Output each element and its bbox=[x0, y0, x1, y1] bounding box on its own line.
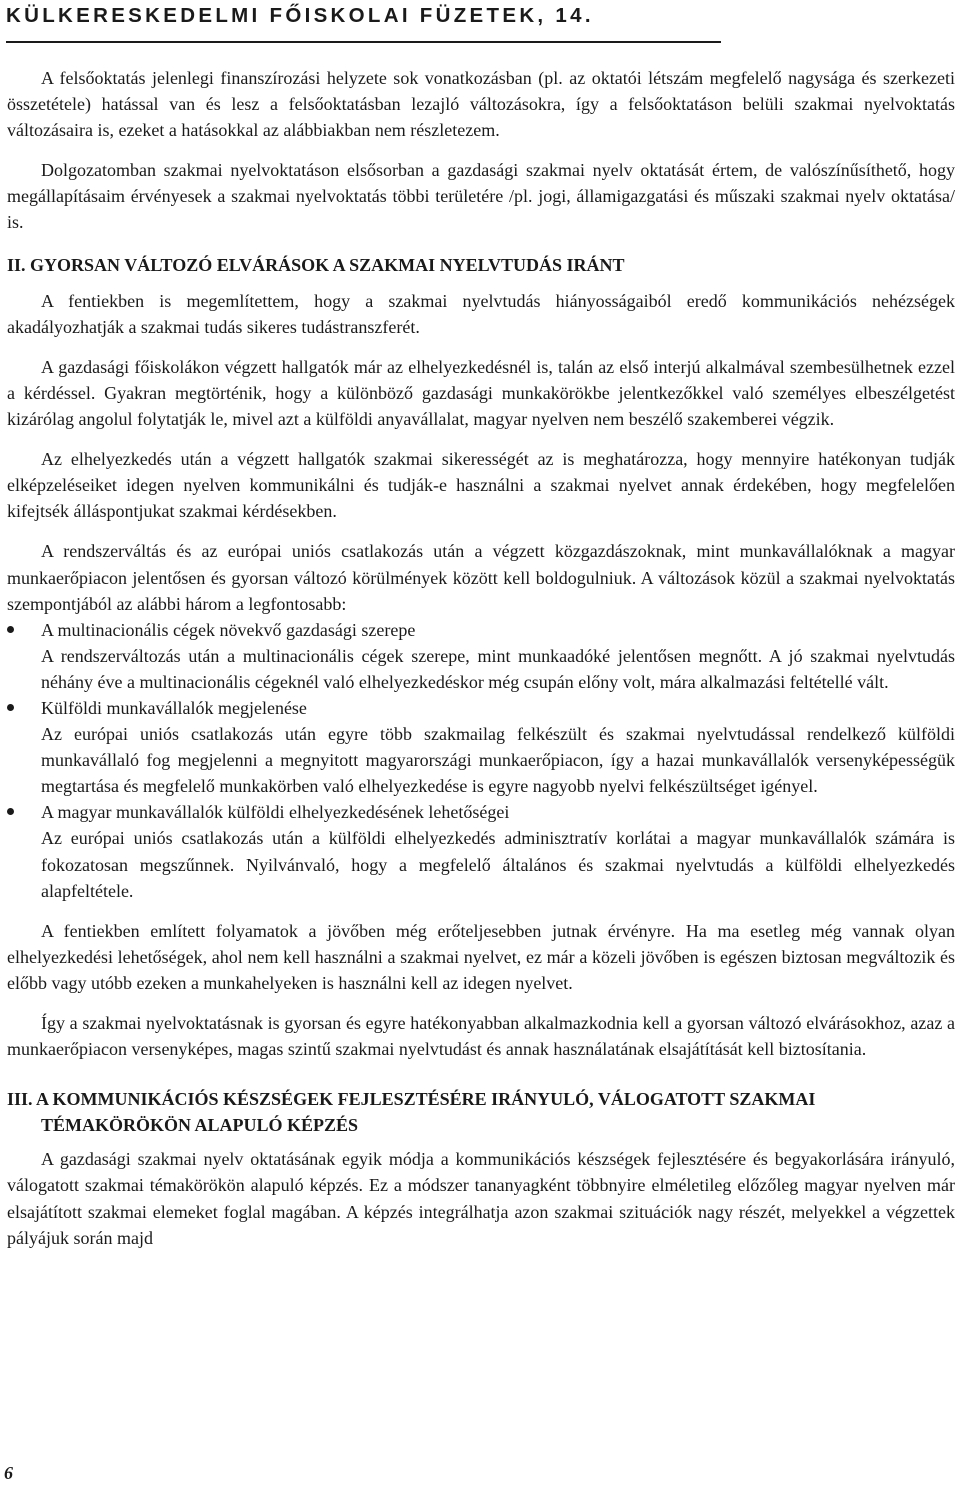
section-3-paragraph-1: A gazdasági szakmai nyelv oktatásának egyik módja a kommunikációs készségek fejlesztésére és begyakorlására irányuló, válogatott szakmai témakörökön alapuló képzés. Ez a módszer tananyagként többnyire elméletileg előzőleg magyar nyelven már elsajátított szakmai elemeket foglal magában. A képzés integrálhatja azon szakmai szituációk nagy részét, melyekkel a végzettek pályájuk során majd bbox=[7, 1149, 955, 1248]
section-2-paragraph-1: A fentiekben is megemlítettem, hogy a szakmai nyelvtudás hiányosságaiból eredő kommunikációs nehézségek akadályozhatják a szakmai tudás sikeres tudástranszferét. bbox=[7, 290, 955, 337]
running-head: KÜLKERESKEDELMI FŐISKOLAI FÜZETEK, 14. bbox=[6, 4, 594, 27]
bullet-item bbox=[7, 617, 955, 695]
bullet-title: A multinacionális cégek növekvő gazdasági szerepe bbox=[41, 619, 416, 640]
section-2-paragraph-2: A gazdasági főiskolákon végzett hallgatók már az elhelyezkedésnél is, talán az első interjú alkalmával szembesülhetnek ezzel a kérdéssel. Gyakran megtörténik, hogy a különböző gazdasági munkakörökbe jelentkezőkkel való személyes elbeszélgetést kizárólag angolul folytatják le, mivel azt a külföldi anyavállalat, magyar nyelven nem beszélő szakemberei végzik. bbox=[7, 356, 955, 430]
section-2-heading: II. GYORSAN VÁLTOZÓ ELVÁRÁSOK A SZAKMAI NYELVTUDÁS IRÁNT bbox=[7, 254, 625, 275]
section-2-paragraph-3: Az elhelyezkedés után a végzett hallgatók szakmai sikerességét az is meghatározza, hogy mennyire hatékonyan tudják elképzeléseiket idegen nyelven kommunikálni és tudják-e használni a szakmai nyelvet annak érdekében, hogy megfelelően kifejtsék álláspontjukat szakmai kérdésekben. bbox=[7, 449, 955, 522]
section-2-paragraph-5: A fentiekben említett folyamatok a jövőben még erőteljesebben jutnak érvényre. Ha ma esetleg még vannak olyan elhelyezkedési lehetőségek, ahol nem kell használni a szakmai nyelvet, ez már a közeli jövőben is egészen biztosan megváltozik és előbb vagy utóbb ezeken a munkahelyeken is használni kell az idegen nyelvet. bbox=[7, 920, 955, 993]
bullet-text: Az európai uniós csatlakozás után a külföldi elhelyezkedés adminisztratív korlátai a magyar munkavállalók számára is fokozatosan megszűnnek. Nyilvánvaló, hogy a megfelelő általános és szakmai nyelvtudás a külföldi elhelyezkedés alapfeltétele. bbox=[41, 828, 955, 901]
bullet-dot-icon bbox=[7, 626, 14, 633]
bullet-text: Az európai uniós csatlakozás után egyre több szakmailag felkészült és szakmai nyelvtudással rendelkező külföldi munkavállaló fog megjelenni a megnyitott magyarországi munkaerőpiacon, így a hazai munkavállalók versenyképességük megtartása és megfelelő munkakörben való elhelyezkedése is egyre nagyobb nyelvi felkészültséget igényel. bbox=[41, 724, 955, 797]
header-rule bbox=[6, 41, 721, 43]
bullet-list bbox=[7, 617, 955, 904]
section-2-paragraph-6: Így a szakmai nyelvoktatásnak is gyorsan és egyre hatékonyabban alkalmazkodnia kell a gyorsan változó elvárásokhoz, azaz a munkaerőpiacon versenyképes, magas szintű szakmai nyelvtudást és annak használatának elsajátítását kell biztosítania. bbox=[7, 1013, 955, 1060]
intro-paragraph-2: Dolgozatomban szakmai nyelvoktatáson elsősorban a gazdasági szakmai nyelv oktatását értem, de valószínűsíthető, hogy megállapításaim érvényesek a szakmai nyelvoktatás többi területére /pl. jogi, államigazgatási és műszaki szakmai nyelv oktatása/ is. bbox=[7, 160, 955, 233]
bullet-dot-icon bbox=[7, 704, 14, 711]
section-2-paragraph-4: A rendszerváltás és az európai uniós csatlakozás után a végzett közgazdászoknak, mint munkavállalóknak a magyar munkaerőpiacon jelentősen és gyorsan változó körülmények között kell boldogulniuk. A változások közül a szakmai nyelvoktatás szempontjából az alábbi három a legfontosabb: bbox=[7, 541, 955, 614]
bullet-item bbox=[7, 695, 955, 799]
page-number: 6 bbox=[4, 1463, 13, 1483]
intro-paragraph-1: A felsőoktatás jelenlegi finanszírozási helyzete sok vonatkozásban (pl. az oktatói létszám megfelelő nagysága és szerkezeti összetétele) hatással van és lesz a felsőoktatásban lezajló változásokra, így a felsőoktatáson belüli szakmai nyelvoktatás változásaira is, ezeket a hatásokkal az alábbiakban nem részletezem. bbox=[7, 68, 955, 141]
section-3-heading: III. A KOMMUNIKÁCIÓS KÉSZSÉGEK FEJLESZTÉSÉRE IRÁNYULÓ, VÁLOGATOTT SZAKMAI TÉMAKÖRÖKÖN ALAPULÓ KÉPZÉS bbox=[7, 1089, 816, 1136]
page-body bbox=[7, 53, 955, 1251]
bullet-dot-icon bbox=[7, 808, 14, 815]
bullet-title: A magyar munkavállalók külföldi elhelyezkedésének lehetőségei bbox=[41, 802, 510, 823]
bullet-title: Külföldi munkavállalók megjelenése bbox=[41, 697, 307, 718]
bullet-item bbox=[7, 799, 955, 903]
bullet-text: A rendszerváltozás után a multinacionális cégek szerepe, mint munkaadóké jelentősen megnőtt. A jó szakmai nyelvtudás néhány éve a multinacionális cégeknél való elhelyezkedéskor még csupán előny volt, mára alkalmazási feltétellé vált. bbox=[41, 645, 955, 692]
